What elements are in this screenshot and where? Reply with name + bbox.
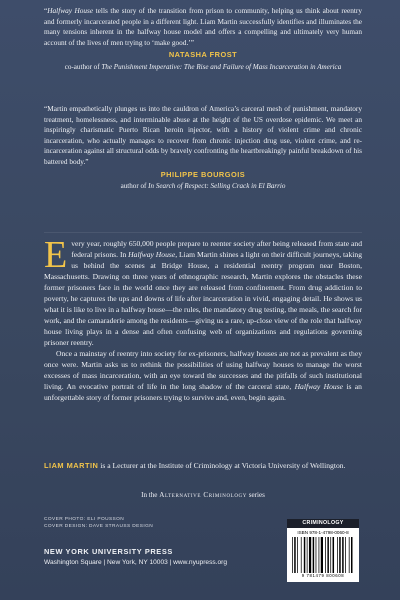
affiliation-book: In Search of Respect: Selling Crack in El Barrio xyxy=(148,182,286,191)
description-paragraph-2 xyxy=(44,348,362,403)
endorser-name: PHILIPPE BOURGOIS xyxy=(160,169,246,179)
barcode-icon xyxy=(291,537,355,573)
section-divider xyxy=(44,232,362,233)
series-name: Alternative Criminology xyxy=(159,491,247,499)
endorsement-quote-1 xyxy=(44,6,362,73)
author-bio-text: is a Lecturer at the Institute of Criminology at Victoria University of Wellington. xyxy=(98,461,346,470)
paragraph-text: very year, roughly 650,000 people prepare to reenter society after being released from state and federal prisons. In xyxy=(71,239,362,259)
paragraph-text: Once a mainstay of reentry into society for ex-prisoners, halfway houses are not as prevalent as they once were. Martin asks us to rethink the possibilities of using halfway houses to manage the worst excesses of mass incarceration, with an eye toward the successes and the pitfalls of such institutional living. An evocative portrait of life in the long shadow of the carceral state, xyxy=(44,349,362,391)
author-bio xyxy=(44,460,362,471)
publisher-address: Washington Square | New York, NY 10003 | www.nyupress.org xyxy=(44,559,228,566)
series-prefix: In the xyxy=(141,491,160,499)
quote-body: tells the story of the transition from prison to community, helping us think about reentry and formerly incarcerated people in a different light. Liam Martin successfully identifies and illuminates the many tensions inherent in the halfway house model and offers a compelling and ultimately very human account of the lives of men trying to ‘make good.’” xyxy=(44,6,362,47)
book-description xyxy=(44,234,363,403)
book-title-italic: Halfway House xyxy=(47,6,94,15)
publisher-info xyxy=(44,547,227,566)
book-title-italic: Halfway House xyxy=(128,250,176,259)
endorser-affiliation xyxy=(44,62,362,73)
affiliation-prefix: author of xyxy=(120,182,149,191)
description-paragraph-1 xyxy=(44,234,363,348)
publisher-name: NEW YORK UNIVERSITY PRESS xyxy=(44,547,173,556)
isbn-text: ISBN 978-1-4798-0060-8 xyxy=(297,530,349,535)
endorser-affiliation xyxy=(44,181,362,192)
affiliation-prefix: co-author of xyxy=(64,62,102,71)
quote-text: “Martin empathetically plunges us into the cauldron of America’s carceral mesh of punishment, mandatory treatment, homelessness, and interminable abuse at the height of the US overdose epidemic. We meet an inspiringly charismatic Puerto Rican heroin injector, with a history of violent crime and chronic incarceration, who actually manages to recover from chronic injection drug use, violent crime, and re-incarceration against all structural odds by bravely confronting the heartbreakingly painful breakdown of his battered body.” xyxy=(44,104,362,166)
author-name: LIAM MARTIN xyxy=(44,461,99,470)
quote-open: “ xyxy=(44,6,48,15)
series-suffix: series xyxy=(246,491,265,499)
drop-cap: E xyxy=(44,234,68,276)
series-line xyxy=(44,491,362,499)
paragraph-text: is an unforgettable story of former prisoners trying to survive and, even, begin again. xyxy=(44,382,362,402)
barcode-number: 9 781479 800608 xyxy=(301,573,345,578)
photo-credit: COVER PHOTO: ELI POUSSON xyxy=(44,517,125,522)
barcode-panel xyxy=(287,519,359,582)
endorser-name: NATASHA FROST xyxy=(168,50,238,60)
category-label: CRIMINOLOGY xyxy=(287,519,359,528)
endorsement-quote-2 xyxy=(44,104,362,192)
affiliation-book: The Punishment Imperative: The Rise and Failure of Mass Incarceration in America xyxy=(101,62,342,71)
book-title-italic: Halfway House xyxy=(294,382,344,391)
paragraph-text: , Liam Martin shines a light on their difficult journeys, taking us behind the scenes at Bridge House, a residential reentry program near Boston, Massachusetts. Drawing on three years of ethnographic research, Martin explores the obstacles these former prisoners face in the world once they are released from confinement. From drug addiction to poverty, he captures the ups and downs of life after incarceration in vivid, engaging detail. He shows us what it is like to live in a halfway house—the rules, the mandatory drug testing, the meals, the search for work, and the camaraderie among the residents—giving us a rare, up-close view of the role that halfway house living plays in a dense and often confusing web of organizations and regulations governing prisoner reentry. xyxy=(44,250,363,347)
quote-text xyxy=(44,6,362,48)
cover-credits xyxy=(44,516,153,531)
design-credit: COVER DESIGN: DAVE STRAUSS DESIGN xyxy=(44,524,154,530)
